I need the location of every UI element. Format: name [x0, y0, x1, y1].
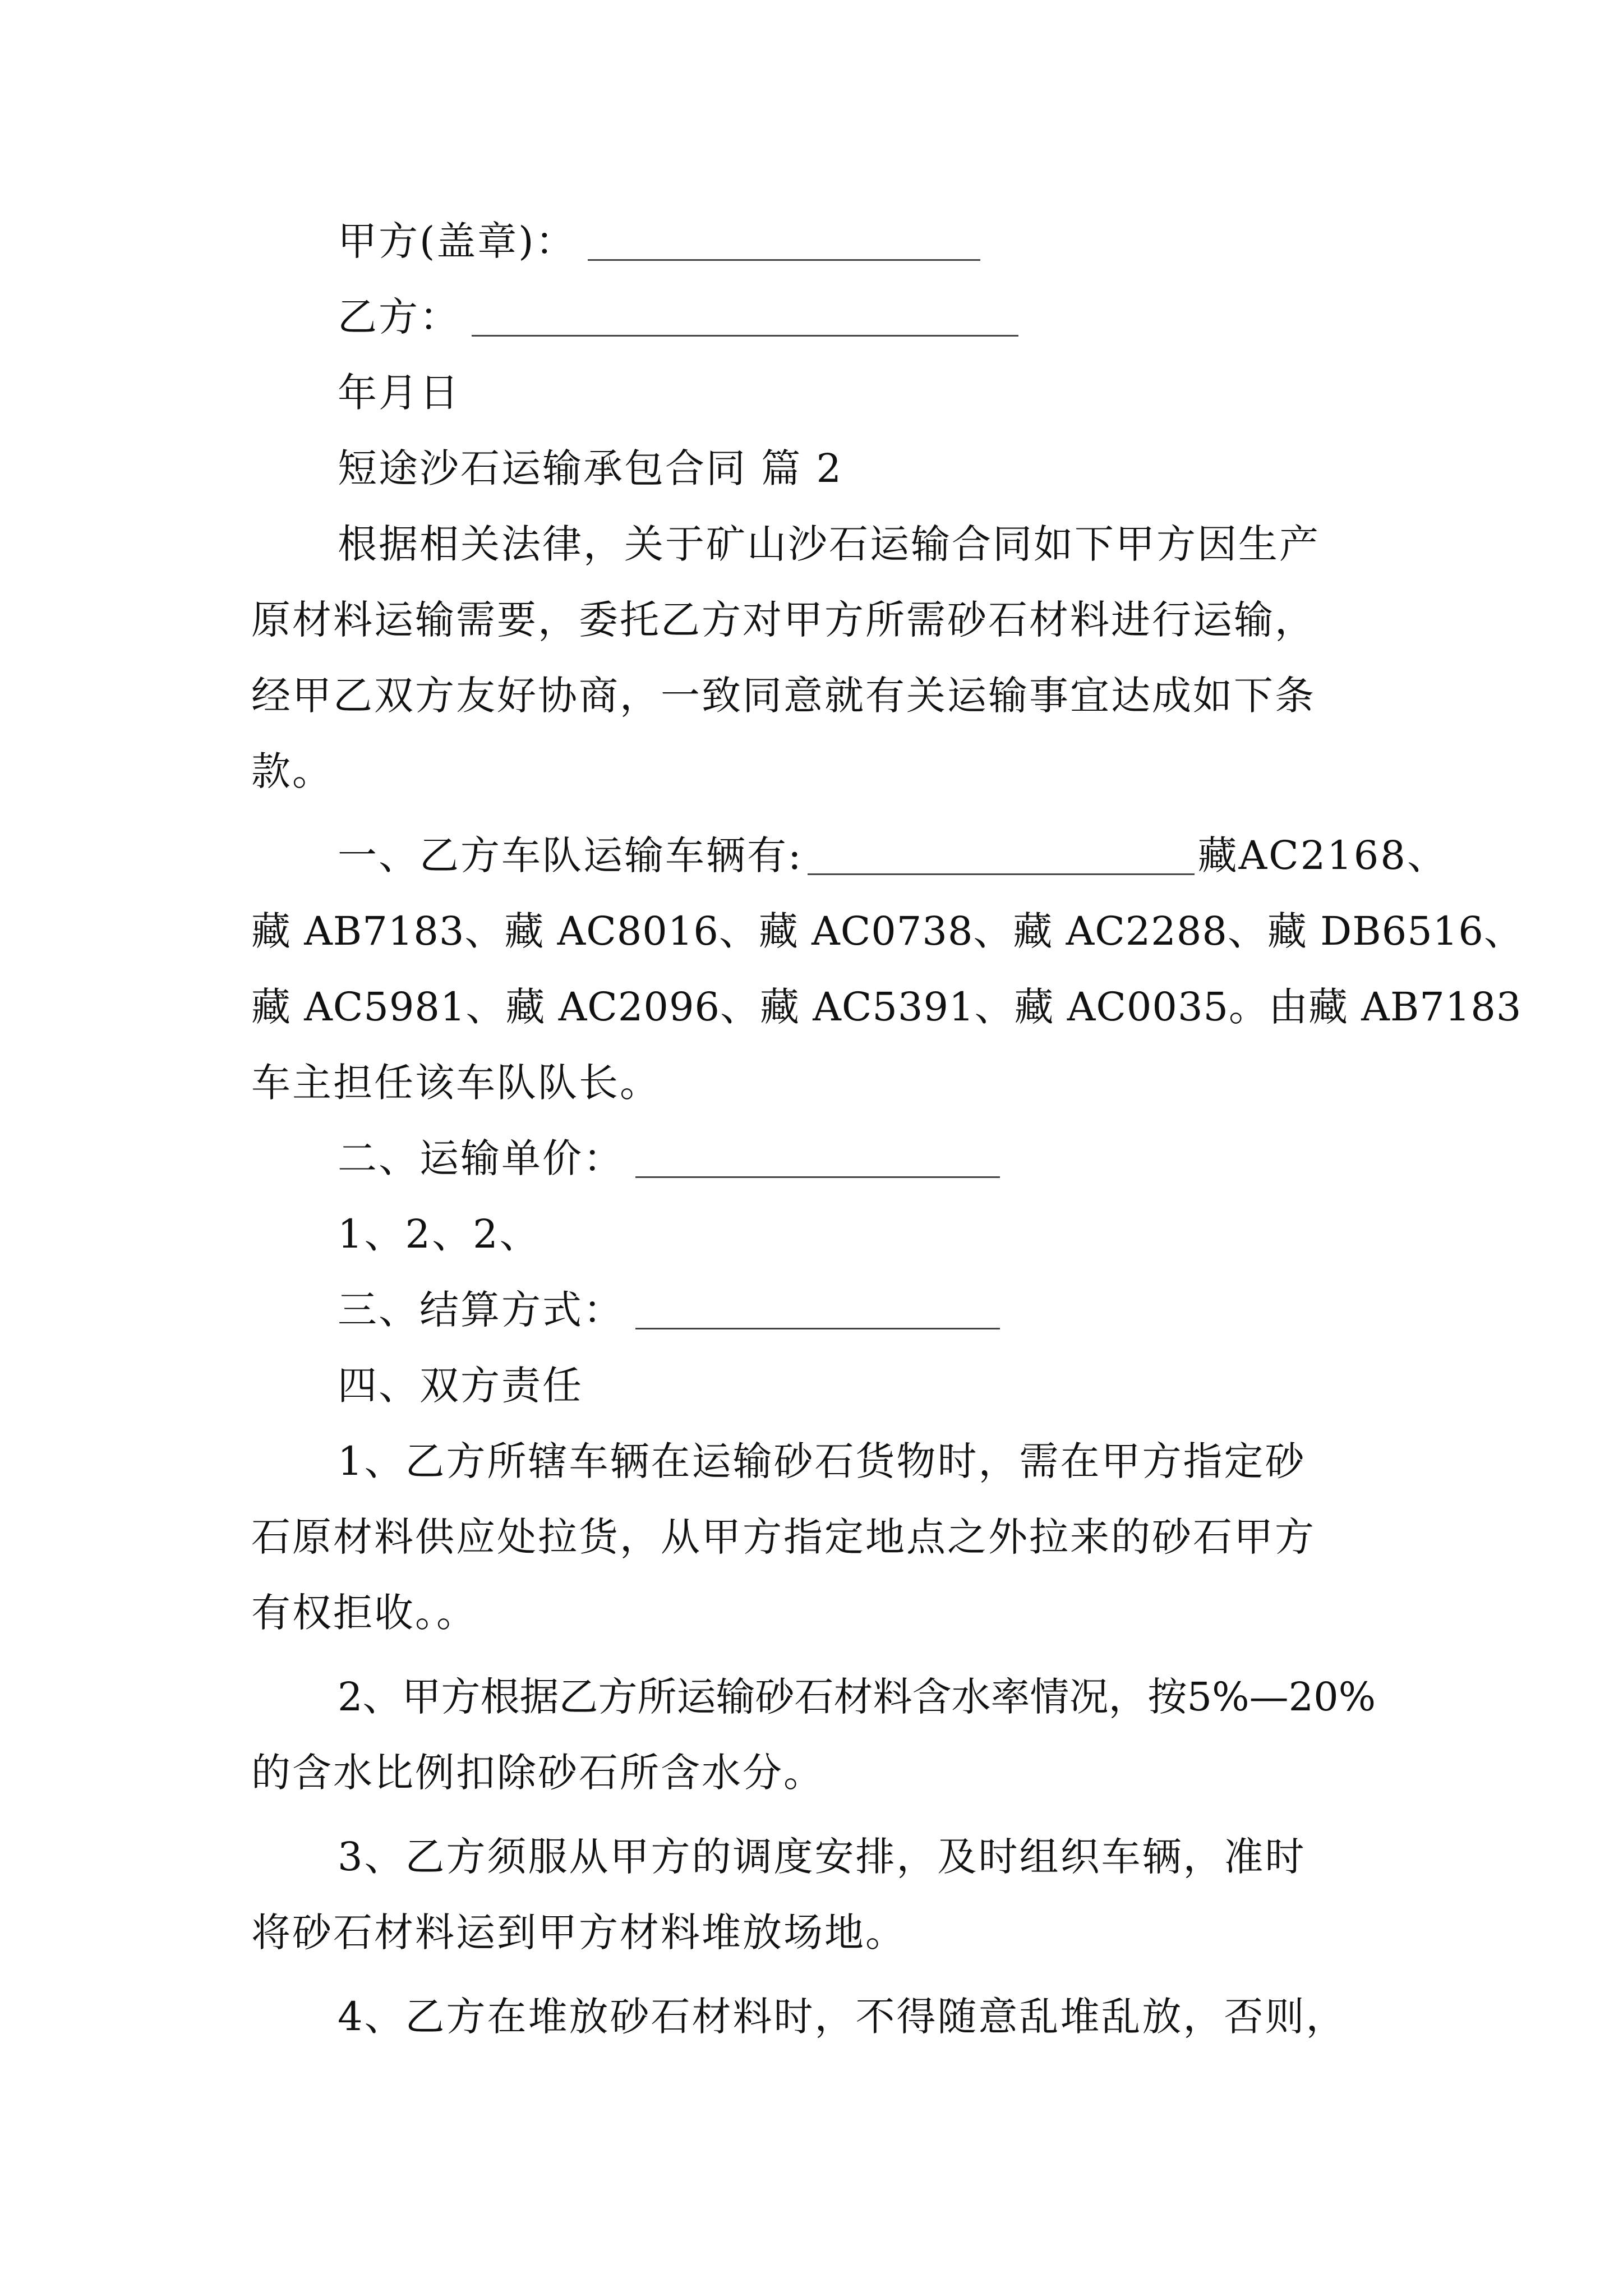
clause4-item1-line-1: 1、乙方所辖车辆在运输砂石货物时，需在甲方指定砂 [338, 1438, 1306, 1484]
clause4-item3-line-1: 3、乙方须服从甲方的调度安排，及时组织车辆，准时 [338, 1834, 1306, 1880]
clause1-prefix: 一、乙方车队运输车辆有: [338, 832, 803, 878]
clause3-label: 三、结算方式： [338, 1287, 624, 1333]
clause4-item1-line-2: 石原材料供应处拉货，从甲方指定地点之外拉来的砂石甲方 [251, 1514, 1316, 1560]
party-a-blank [588, 228, 980, 261]
party-b-blank [472, 303, 1018, 337]
intro-line-2: 原材料运输需要，委托乙方对甲方所需砂石材料进行运输， [251, 597, 1316, 643]
clause4-item2-line-2: 的含水比例扣除砂石所含水分。 [251, 1750, 824, 1796]
clause2-sub-line: 1、2、2、 [338, 1211, 541, 1257]
clause1-line-3: 藏 AC5981、藏 AC2096、藏 AC5391、藏 AC0035。由藏 AB7183 [251, 984, 1522, 1030]
clause4-heading: 四、双方责任 [338, 1363, 583, 1409]
section-title: 短途沙石运输承包合同 篇 2 [338, 445, 843, 491]
clause1-line-2: 藏 AB7183、藏 AC8016、藏 AC0738、藏 AC2288、藏 DB6516、 [251, 908, 1524, 954]
clause4-item3-line-2: 将砂石材料运到甲方材料堆放场地。 [251, 1910, 906, 1955]
date-line: 年月日 [338, 370, 460, 416]
clause1-blank [808, 842, 1195, 875]
clause1-line-4: 车主担任该车队队长。 [251, 1060, 661, 1106]
intro-line-4: 款。 [251, 748, 333, 794]
clause3-blank [635, 1296, 1000, 1329]
clause4-item2-line-1: 2、甲方根据乙方所运输砂石材料含水率情况，按5%—20% [338, 1674, 1376, 1720]
clause2-line [338, 1135, 1000, 1181]
intro-line-1: 根据相关法律，关于矿山沙石运输合同如下甲方因生产 [338, 521, 1320, 567]
clause2-label: 二、运输单价： [338, 1135, 624, 1181]
clause1-line-1 [338, 832, 1448, 878]
clause4-item1-line-3: 有权拒收。。 [251, 1590, 477, 1636]
party-a-label: 甲方(盖章)： [338, 218, 577, 264]
clause1-after-blank: 藏AC2168、 [1197, 832, 1448, 878]
clause3-line [338, 1287, 1000, 1333]
intro-line-3: 经甲乙双方友好协商，一致同意就有关运输事宜达成如下条 [251, 673, 1316, 719]
party-b-signature-line [338, 294, 1018, 340]
clause4-item4-line-1: 4、乙方在堆放砂石材料时，不得随意乱堆乱放，否则， [338, 1994, 1347, 2040]
party-a-signature-line [338, 218, 980, 264]
clause2-blank [635, 1145, 1000, 1178]
party-b-label: 乙方： [338, 294, 460, 340]
